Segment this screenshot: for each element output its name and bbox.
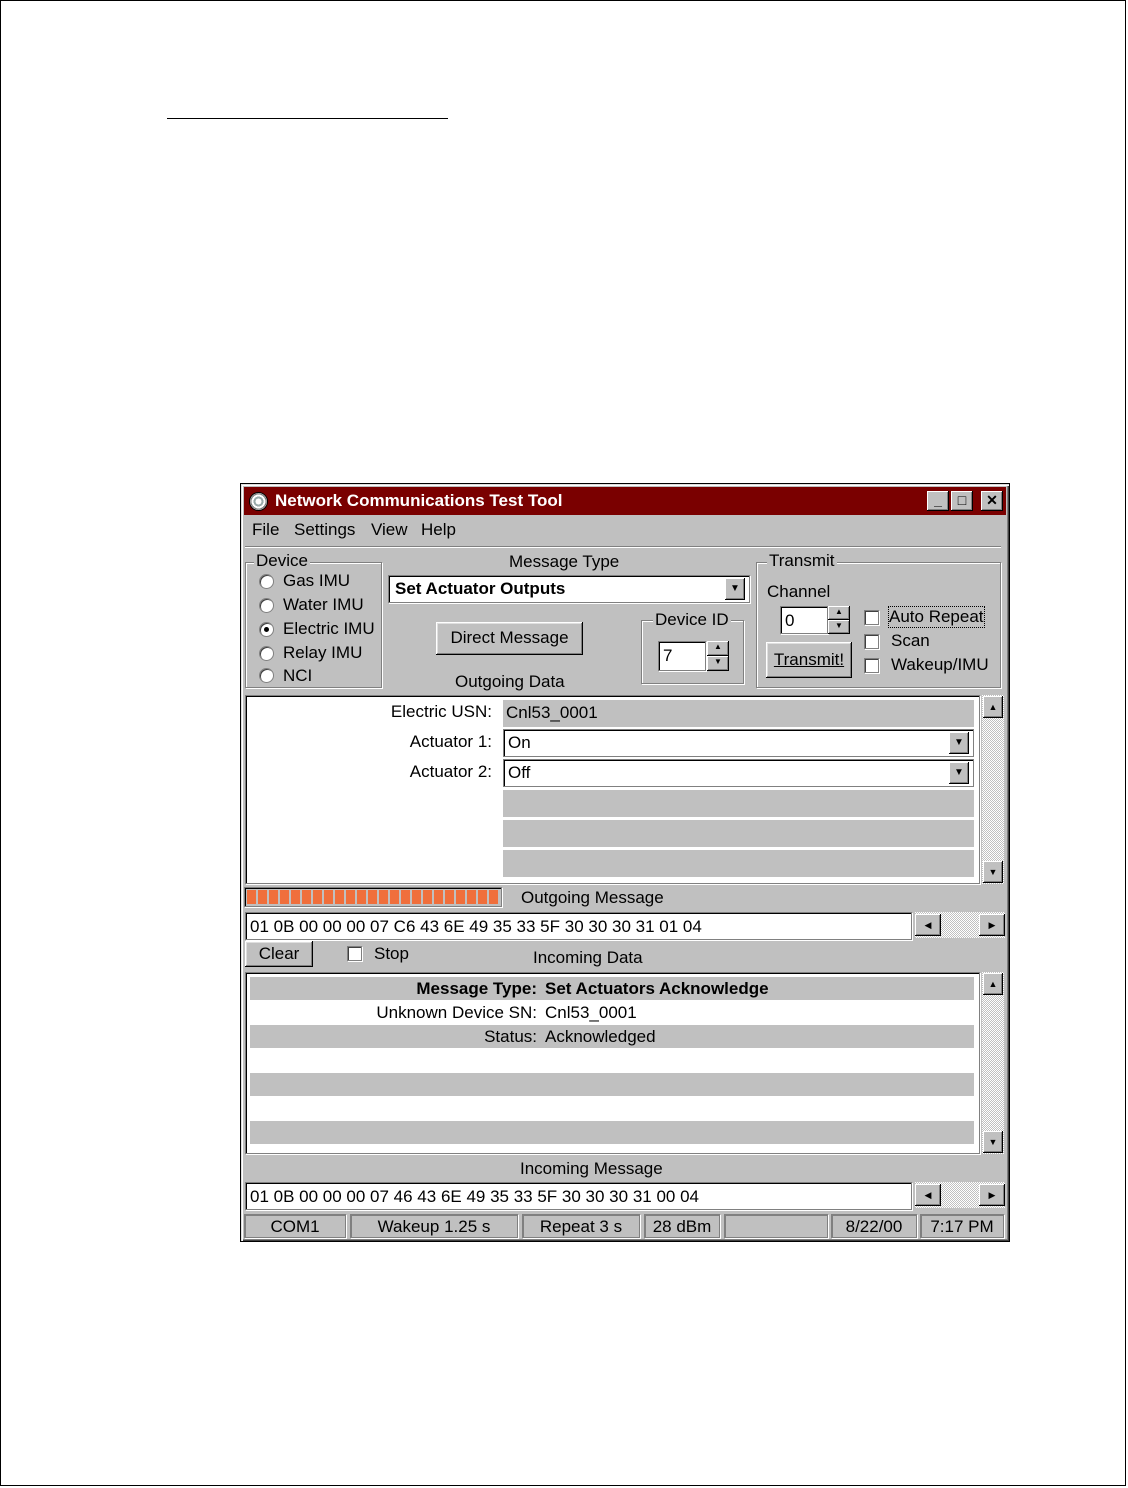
title-bar[interactable] [244,487,1006,515]
scroll-down-icon[interactable]: ▼ [983,861,1003,883]
incoming-hscrollbar[interactable] [915,1182,1005,1208]
incoming-data-label: Incoming Data [533,948,643,967]
wakeup-label: Wakeup/IMU [891,655,989,674]
radio-electric-imu-label: Electric IMU [283,619,375,638]
scroll-right-icon[interactable]: ▶ [979,914,1005,936]
minimize-button[interactable]: _ [927,491,949,511]
transmit-button-label: Transmit! [773,650,845,669]
maximize-button[interactable]: □ [951,491,973,511]
incoming-status-label: Status: [484,1027,537,1046]
outgoing-progress-bar [244,887,502,907]
page-rule [167,118,448,119]
radio-gas-imu-label: Gas IMU [283,571,351,590]
status-port: COM1 [244,1214,346,1238]
stop-checkbox[interactable] [347,946,362,961]
channel-down-icon[interactable]: ▼ [828,620,850,634]
auto-repeat-label: Auto Repeat [889,607,984,626]
message-type-select[interactable] [388,575,750,603]
menu-file[interactable]: File [252,520,280,539]
channel-input[interactable] [780,606,828,634]
radio-gas-imu[interactable] [259,574,274,589]
menu-view[interactable]: View [371,520,408,539]
incoming-sn-label: Unknown Device SN: [376,1003,537,1022]
device-id-label: Device ID [655,610,729,629]
radio-nci-label: NCI [283,666,313,685]
close-button[interactable]: ✕ [981,491,1003,511]
device-id-value: 7 [663,646,673,665]
auto-repeat-checkbox[interactable] [864,610,879,625]
device-id-up-icon[interactable]: ▲ [707,641,729,656]
stop-label: Stop [374,944,409,963]
empty-field-row [503,790,974,818]
message-type-value: Set Actuator Outputs [395,579,566,598]
electric-usn-field [503,700,974,728]
radio-electric-imu[interactable] [259,622,274,637]
empty-field-row [503,850,974,878]
incoming-message-label: Incoming Message [520,1159,663,1178]
incoming-type-value: Set Actuators Acknowledge [545,979,769,998]
scan-checkbox[interactable] [864,634,879,649]
transmit-button[interactable] [766,642,852,678]
incoming-data-panel [245,972,980,1154]
scroll-up-icon[interactable]: ▲ [983,973,1003,995]
device-id-input[interactable] [658,641,706,671]
scroll-left-icon[interactable]: ◀ [915,914,941,936]
incoming-row [250,1025,974,1049]
actuator-1-chevron-icon[interactable]: ▼ [949,732,969,754]
incoming-status-value: Acknowledged [545,1027,656,1046]
status-time: 7:17 PM [920,1214,1004,1238]
scan-label: Scan [891,631,930,650]
device-id-down-icon[interactable]: ▼ [707,656,729,671]
status-power: 28 dBm [644,1214,720,1238]
app-window [240,483,1010,1242]
incoming-message-hex: 01 0B 00 00 00 07 46 43 6E 49 35 33 5F 30 30 30 31 00 04 [250,1187,699,1206]
outgoing-data-scrollbar[interactable] [982,695,1004,884]
radio-water-imu-label: Water IMU [283,595,364,614]
channel-label: Channel [767,582,831,601]
window-title: Network Communications Test Tool [275,491,563,510]
radio-relay-imu[interactable] [259,646,274,661]
actuator-2-select[interactable] [503,759,974,787]
status-wakeup: Wakeup 1.25 s [350,1214,518,1238]
incoming-data-scrollbar[interactable] [982,972,1004,1154]
radio-relay-imu-label: Relay IMU [283,643,363,662]
transmit-group-label: Transmit [769,551,835,570]
incoming-row [250,1121,974,1145]
status-date: 8/22/00 [831,1214,917,1238]
radio-water-imu[interactable] [259,598,274,613]
channel-value: 0 [785,611,795,630]
actuator-1-value: On [508,733,531,752]
empty-field-row [503,820,974,848]
incoming-row [250,977,974,1001]
status-spacer [724,1214,828,1238]
scroll-right-icon[interactable]: ▶ [979,1184,1005,1206]
app-icon [249,492,268,511]
actuator-2-chevron-icon[interactable]: ▼ [949,762,969,784]
electric-usn-value: Cnl53_0001 [506,703,598,722]
channel-up-icon[interactable]: ▲ [828,606,850,620]
menu-settings[interactable]: Settings [294,520,356,539]
scroll-down-icon[interactable]: ▼ [983,1131,1003,1153]
scroll-left-icon[interactable]: ◀ [915,1184,941,1206]
outgoing-message-label: Outgoing Message [521,888,664,907]
menu-separator [245,546,1001,548]
direct-message-button[interactable]: Direct Message [436,622,583,655]
actuator-2-value: Off [508,763,531,782]
scroll-up-icon[interactable]: ▲ [983,696,1003,718]
actuator-2-label: Actuator 2: [409,762,492,781]
outgoing-data-panel [245,695,980,884]
incoming-message-field[interactable] [245,1182,912,1210]
menu-bar [244,516,1006,542]
actuator-1-select[interactable] [503,729,974,757]
actuator-1-label: Actuator 1: [409,732,492,751]
outgoing-data-label: Outgoing Data [455,672,565,691]
message-type-label: Message Type [509,552,620,571]
incoming-type-label: Message Type: [416,979,537,998]
incoming-row [250,1073,974,1097]
incoming-sn-value: Cnl53_0001 [545,1003,637,1022]
outgoing-message-hex: 01 0B 00 00 00 07 C6 43 6E 49 35 33 5F 30 30 30 31 01 04 [250,917,702,936]
chevron-down-icon[interactable]: ▼ [725,578,745,600]
outgoing-progress-fill [247,890,499,904]
electric-usn-label: Electric USN: [390,702,492,721]
outgoing-message-field[interactable] [245,912,912,940]
device-group-label: Device [256,551,308,570]
incoming-row [250,1001,974,1025]
wakeup-checkbox[interactable] [864,658,879,673]
menu-help[interactable]: Help [421,520,456,539]
clear-button[interactable]: Clear [245,941,313,967]
outgoing-hscrollbar[interactable] [915,912,1005,938]
radio-nci[interactable] [259,668,274,683]
status-repeat: Repeat 3 s [522,1214,640,1238]
